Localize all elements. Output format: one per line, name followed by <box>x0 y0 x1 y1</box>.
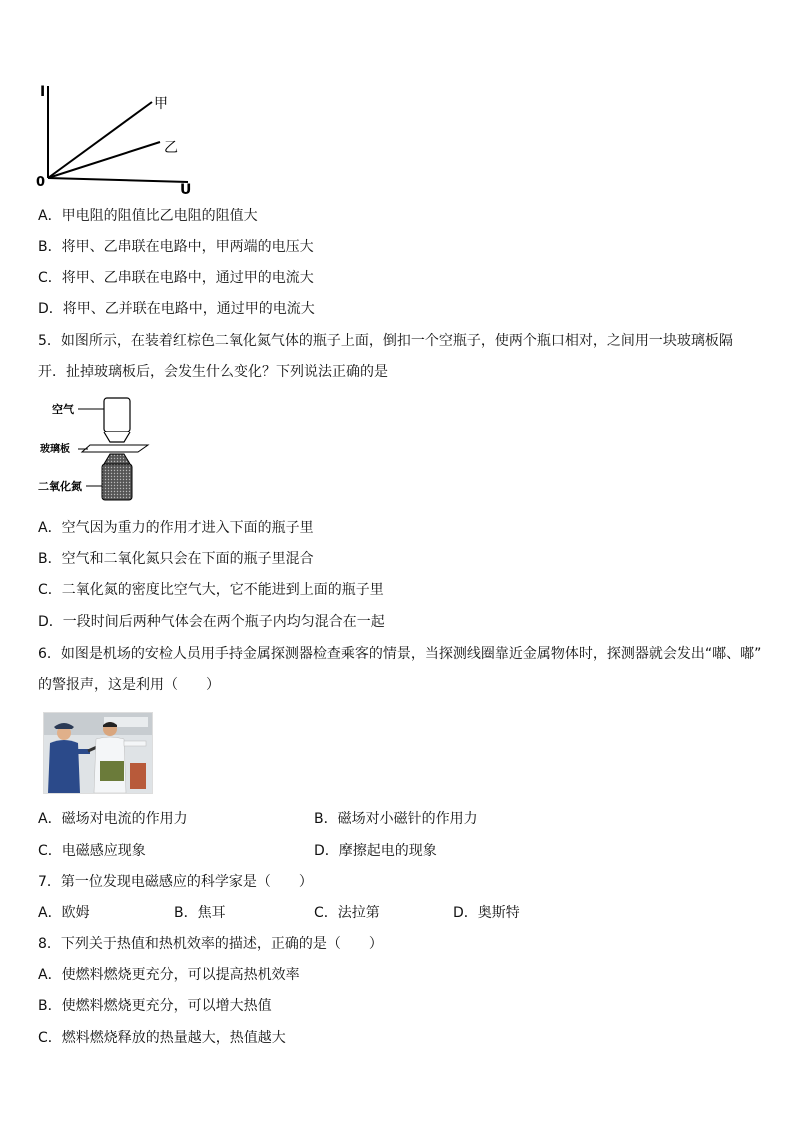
line-yi-label: 乙 <box>164 140 178 156</box>
q4-option-a: A．甲电阻的阻值比乙电阻的阻值大 <box>38 208 258 224</box>
q5-option-c: C．二氧化氮的密度比空气大，它不能进到上面的瓶子里 <box>38 582 384 598</box>
q6-option-c: C．电磁感应现象 <box>38 843 146 859</box>
q5-stem-line-1: 5．如图所示，在装着红棕色二氧化氮气体的瓶子上面，倒扣一个空瓶子，使两个瓶口相对，之间用一块玻璃板隔 <box>38 333 733 349</box>
line-jia <box>48 102 152 178</box>
q4-option-d: D．将甲、乙并联在电路中，通过甲的电流大 <box>38 301 315 317</box>
y-axis-label: I <box>40 84 46 100</box>
q7-option-b: B．焦耳 <box>174 905 226 921</box>
q6-stem-line-2: 的警报声，这是利用（ ） <box>38 677 220 693</box>
q6-option-b: B．磁场对小磁针的作用力 <box>314 811 478 827</box>
q5-option-a: A．空气因为重力的作用才进入下面的瓶子里 <box>38 520 314 536</box>
iu-graph <box>32 82 212 200</box>
q6-option-a: A．磁场对电流的作用力 <box>38 811 188 827</box>
line-jia-label: 甲 <box>154 96 168 112</box>
x-axis-label: U <box>180 182 192 198</box>
q6-stem-line-1: 6．如图是机场的安检人员用手持金属探测器检查乘客的情景，当探测线圈靠近金属物体时，探测器就会发出“嘟、嘟” <box>38 646 762 662</box>
gas-diffusion-figure <box>38 394 158 506</box>
q5-stem-line-2: 开．扯掉玻璃板后，会发生什么变化？下列说法正确的是 <box>38 364 388 380</box>
q6-option-d: D．摩擦起电的现象 <box>314 843 437 859</box>
airport-security-photo <box>43 712 153 794</box>
q8-stem: 8．下列关于热值和热机效率的描述，正确的是（ ） <box>38 936 383 952</box>
q5-option-d: D．一段时间后两种气体会在两个瓶子内均匀混合在一起 <box>38 614 385 630</box>
no2-label: 二氧化氮 <box>38 480 82 493</box>
q7-option-a: A．欧姆 <box>38 905 90 921</box>
line-yi <box>48 142 160 178</box>
q8-option-c: C．燃料燃烧释放的热量越大，热值越大 <box>38 1030 286 1046</box>
q7-option-c: C．法拉第 <box>314 905 380 921</box>
origin-label: 0 <box>36 175 46 190</box>
q8-option-b: B．使燃料燃烧更充分，可以增大热值 <box>38 998 272 1014</box>
q5-option-b: B．空气和二氧化氮只会在下面的瓶子里混合 <box>38 551 314 567</box>
q8-option-a: A．使燃料燃烧更充分，可以提高热机效率 <box>38 967 300 983</box>
air-label: 空气 <box>52 403 74 416</box>
q4-option-b: B．将甲、乙串联在电路中，甲两端的电压大 <box>38 239 314 255</box>
q7-option-d: D．奥斯特 <box>453 905 520 921</box>
glass-plate-label: 玻璃板 <box>40 444 70 455</box>
q7-stem: 7．第一位发现电磁感应的科学家是（ ） <box>38 874 313 890</box>
q4-option-c: C．将甲、乙串联在电路中，通过甲的电流大 <box>38 270 314 286</box>
